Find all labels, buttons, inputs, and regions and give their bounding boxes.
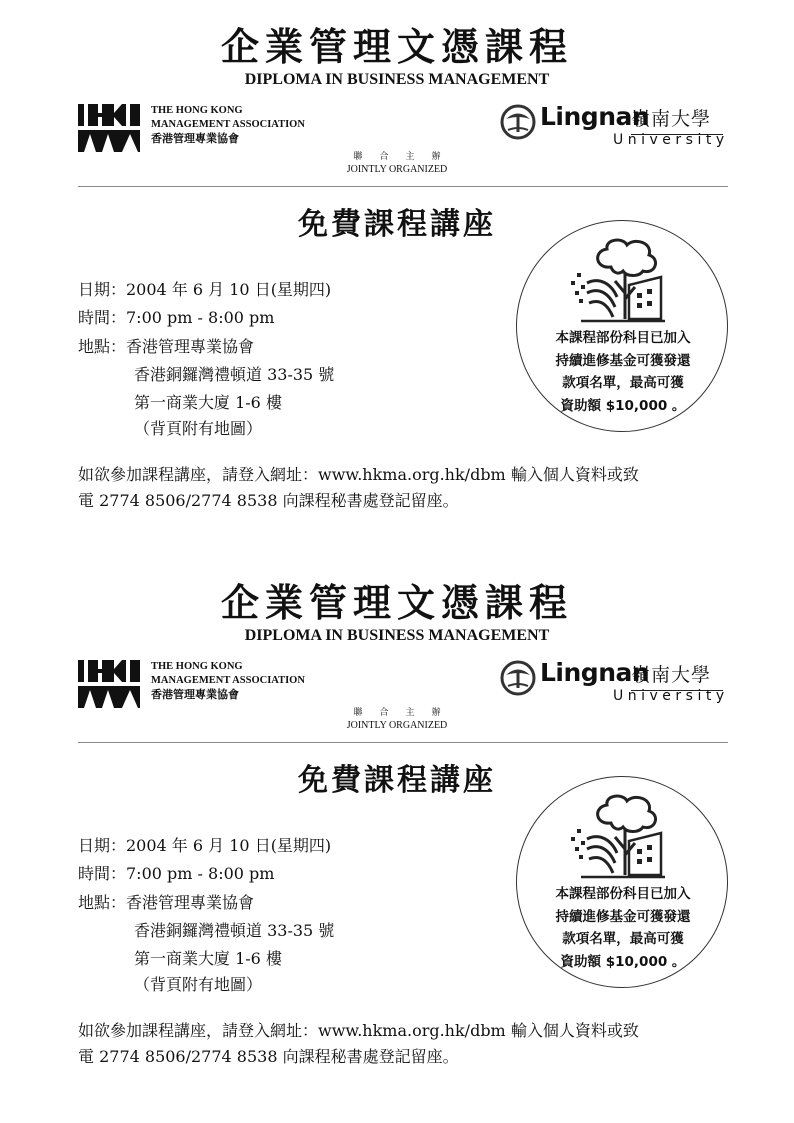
hkma-name-line2: MANAGEMENT ASSOCIATION: [151, 675, 305, 686]
funding-text-line2: 持續進修基金可獲發還: [555, 908, 691, 925]
funding-text-line4: 資助額 $10,000 。: [560, 953, 686, 970]
venue-building: 第一商業大廈 1-6 樓: [134, 949, 282, 968]
lingnan-logo: [500, 658, 729, 706]
lingnan-wordmark: Lingnan: [540, 658, 650, 687]
lingnan-university-label: University: [613, 132, 729, 148]
venue-building: 第一商業大廈 1-6 樓: [134, 393, 282, 412]
lingnan-emblem-icon: [500, 660, 536, 696]
flyer: [0, 0, 794, 540]
course-title-chinese: 企業管理文憑課程: [220, 580, 573, 625]
date-line: 日期：2004 年 6 月 10 日(星期四): [78, 836, 332, 855]
lingnan-university-label: University: [613, 688, 729, 704]
venue-line: 地點：香港管理專業協會: [78, 337, 255, 356]
jointly-organized-english: JOINTLY ORGANIZED: [346, 164, 448, 175]
seminar-title: 免費課程講座: [298, 207, 496, 242]
jointly-organized-chinese: 聯合主辦: [353, 708, 458, 718]
flyer: [0, 556, 794, 1096]
lingnan-chinese-name: 嶺南大學: [631, 108, 712, 130]
course-title-chinese: 企業管理文憑課程: [220, 24, 573, 69]
funding-text-line3: 款項名單，最高可獲: [562, 375, 684, 391]
funding-text-line2: 持續進修基金可獲發還: [555, 352, 691, 369]
registration-note-line1: 如欲參加課程講座，請登入網址：www.hkma.org.hk/dbm 輸入個人資料或致: [78, 1021, 639, 1040]
registration-note: [78, 462, 738, 514]
course-title-english: DIPLOMA IN BUSINESS MANAGEMENT: [244, 71, 550, 88]
registration-note-line2: 電 2774 8506/2774 8538 向課程秘書處登記留座。: [78, 491, 459, 510]
funding-text-line4: 資助額 $10,000 。: [560, 397, 686, 414]
registration-note: [78, 1018, 738, 1070]
hkma-name-line2: MANAGEMENT ASSOCIATION: [151, 119, 305, 130]
funding-badge: [516, 220, 728, 432]
tree-building-icon: [565, 237, 675, 327]
funding-text: [517, 327, 729, 417]
lingnan-wordmark: Lingnan: [540, 102, 650, 131]
hkma-logo: [78, 660, 140, 708]
venue-address: 香港銅鑼灣禮頓道 33-35 號: [134, 365, 335, 384]
hkma-name-chinese: 香港管理專業協會: [151, 133, 239, 145]
hkma-name-line1: THE HONG KONG: [151, 661, 243, 672]
funding-text-line1: 本課程部份科目已加入: [555, 330, 691, 346]
hkma-logo: [78, 104, 140, 152]
divider: [78, 742, 728, 743]
jointly-organized-chinese: 聯合主辦: [353, 152, 458, 162]
venue-address: 香港銅鑼灣禮頓道 33-35 號: [134, 921, 335, 940]
funding-text-line3: 款項名單，最高可獲: [562, 931, 684, 947]
divider: [78, 186, 728, 187]
funding-text: [517, 883, 729, 973]
jointly-organized-english: JOINTLY ORGANIZED: [346, 720, 448, 731]
lingnan-emblem-icon: [500, 104, 536, 140]
time-line: 時間：7:00 pm - 8:00 pm: [78, 864, 275, 883]
seminar-title: 免費課程講座: [298, 763, 496, 798]
funding-badge: [516, 776, 728, 988]
hkma-name-block: [151, 104, 305, 146]
hkma-name-block: [151, 660, 305, 702]
date-line: 日期：2004 年 6 月 10 日(星期四): [78, 280, 332, 299]
hkma-name-line1: THE HONG KONG: [151, 105, 243, 116]
lingnan-logo: [500, 102, 729, 150]
map-note: （背頁附有地圖）: [134, 975, 263, 994]
hkma-name-chinese: 香港管理專業協會: [151, 689, 239, 701]
funding-text-line1: 本課程部份科目已加入: [555, 886, 691, 902]
tree-building-icon: [565, 793, 675, 883]
venue-line: 地點：香港管理專業協會: [78, 893, 255, 912]
registration-note-line1: 如欲參加課程講座，請登入網址：www.hkma.org.hk/dbm 輸入個人資料或致: [78, 465, 639, 484]
time-line: 時間：7:00 pm - 8:00 pm: [78, 308, 275, 327]
map-note: （背頁附有地圖）: [134, 419, 263, 438]
course-title-english: DIPLOMA IN BUSINESS MANAGEMENT: [244, 627, 550, 644]
lingnan-chinese-name: 嶺南大學: [631, 664, 712, 686]
registration-note-line2: 電 2774 8506/2774 8538 向課程秘書處登記留座。: [78, 1047, 459, 1066]
